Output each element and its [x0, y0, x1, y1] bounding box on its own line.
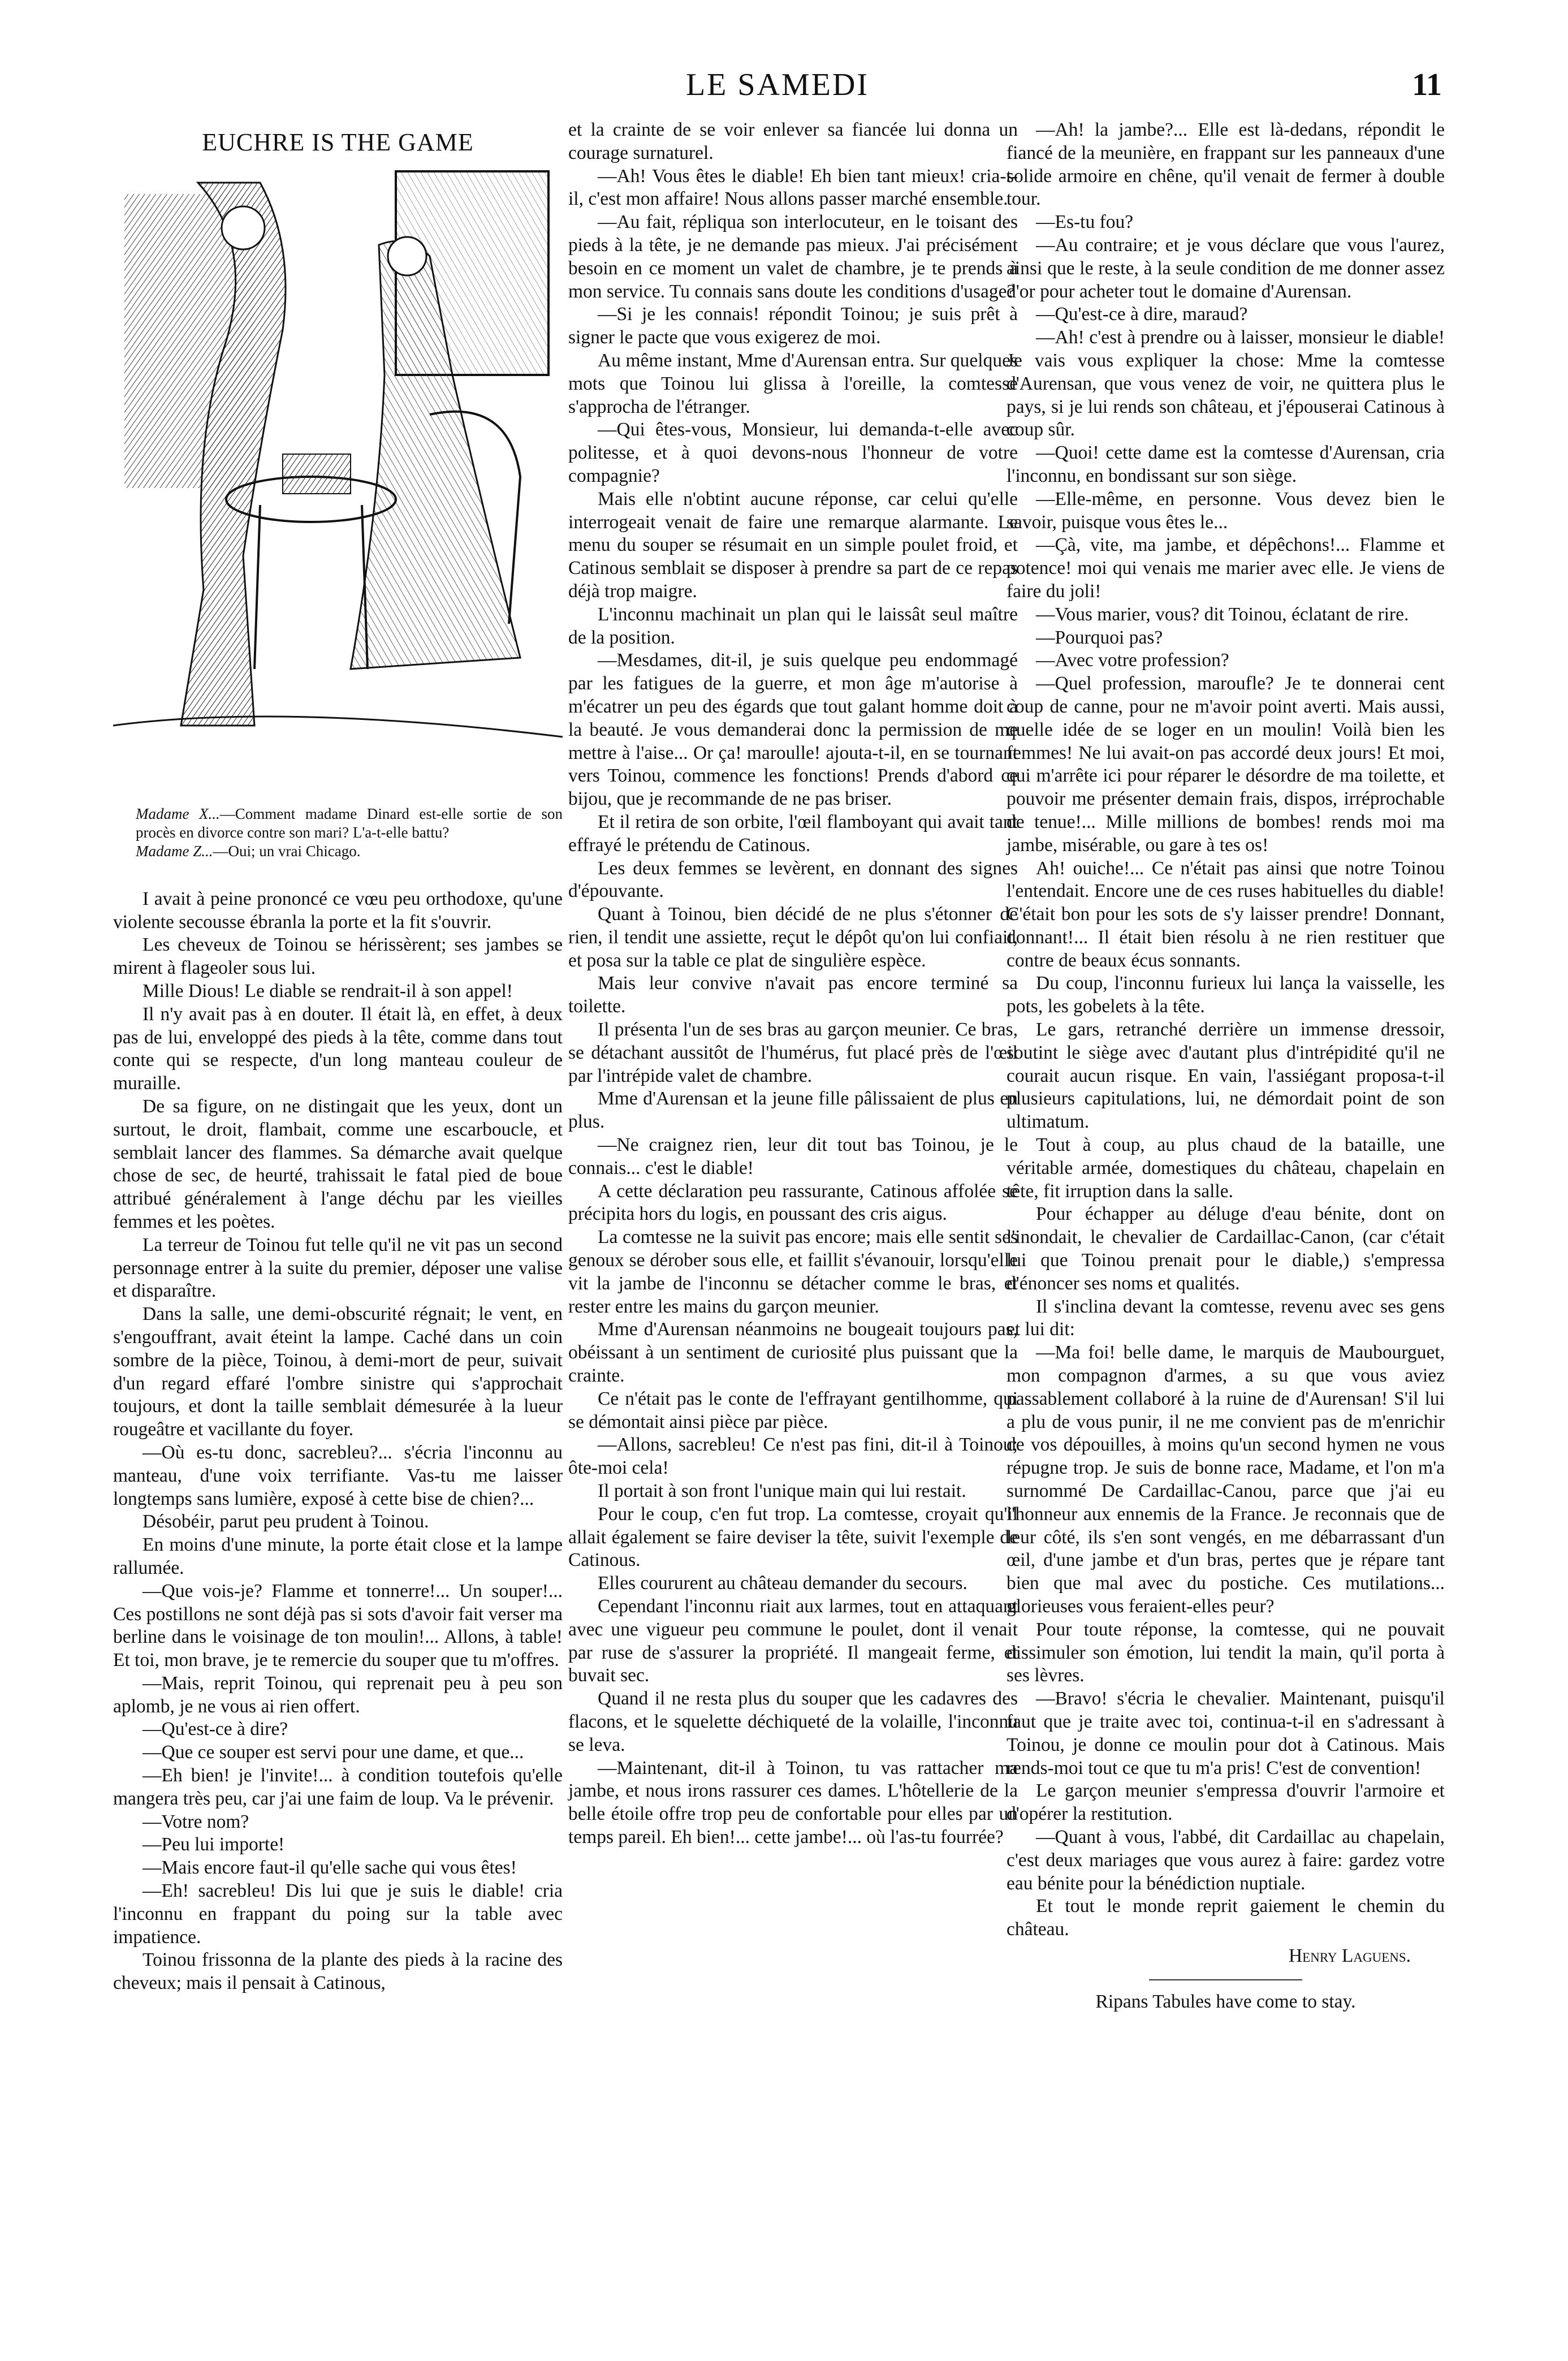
paragraph: Ce n'était pas le conte de l'effrayant gentilhomme, qui se démontait ainsi pièce par pièce.: [568, 1388, 1018, 1432]
paragraph: Il portait à son front l'unique main qui lui restait.: [598, 1481, 966, 1502]
paragraph: Pour échapper au déluge d'eau bénite, dont on l'inondait, le chevalier de Cardaillac-Canon, (car c'était lui que Toinou prenait pour le diable,) s'empressa d'énoncer ses noms et qualités.: [1007, 1203, 1445, 1294]
paragraph: De sa figure, on ne distingait que les yeux, dont un surtout, le droit, flambait, comme une escarboucle, et semblait lancer des flammes. Sa démarche avait quelque chose de sec, de heurté, trahissait le fatal pied de boue attribué généralement à l'ange déchu par les vieilles femmes et les poètes.: [113, 1095, 563, 1232]
paragraph: Pour le coup, c'en fut trop. La comtesse, croyait qu'il allait également se faire deviser la tête, suivit l'exemple de Catinous.: [568, 1503, 1018, 1571]
page-header: [113, 67, 1442, 112]
paragraph: Mille Dious! Le diable se rendrait-il à son appel!: [142, 980, 513, 1002]
paragraph: I avait à peine prononcé ce vœu peu orthodoxe, qu'une violente secousse ébranla la porte et la fit s'ouvrir.: [113, 888, 563, 933]
caption-line-1: —Comment madame Dinard est-elle sortie de son procès en divorce contre son mari? L'a-t-elle battu?: [136, 805, 563, 841]
paragraph: Quand il ne resta plus du souper que les cadavres des flacons, et le squelette déchiqueté de la volaille, l'inconnu se leva.: [568, 1688, 1018, 1755]
paragraph: Au même instant, Mme d'Aurensan entra. Sur quelques mots que Toinou lui glissa à l'oreille, la comtesse s'approcha de l'étranger.: [568, 349, 1018, 417]
paragraph: —Çà, vite, ma jambe, et dépêchons!... Flamme et potence! moi qui venais me marier avec elle. Je viens de faire du joli!: [1007, 534, 1445, 602]
paragraph: Elles coururent au château demander du secours.: [598, 1573, 967, 1594]
engraving-illustration: [113, 160, 563, 793]
paragraph: —Quel profession, maroufle? Je te donnerai cent coup de canne, pour ne m'avoir point averti. Mais aussi, quelle idée de se loger en un moulin! Voilà bien les femmes! Ne lui avait-on pas accordé deux jours! Et moi, qui m'arrête ici pour réparer le désordre de ma toilette, et pouvoir me présenter demain frais, dispos, irréprochable de tenue!... Mille millions de bombes! rends moi ma jambe, misérable, ou gare à tes os!: [1007, 673, 1445, 856]
column-1: [113, 119, 563, 1995]
paragraph: —Mesdames, dit-il, je suis quelque peu endommagé par les fatigues de la guerre, et mon âge m'autorise à m'écatrer un peu des égards que tout galant homme doit à la beauté. Je vous demanderai donc la permission de me mettre à l'aise... Or ça! maroulle! ajouta-t-il, en se tournant vers Toinou, commence les fonctions! Prends d'abord ce bijou, que je recommande de ne pas briser.: [568, 650, 1018, 810]
caption-speaker-z: Madame Z...: [136, 842, 213, 860]
paragraph: Toinou frissonna de la plante des pieds à la racine des cheveux; mais il pensait à Catinous,: [113, 1949, 563, 1994]
illustration-caption: [136, 805, 563, 861]
paragraph: —Que ce souper est servi pour une dame, et que...: [142, 1742, 524, 1763]
paragraph: —Maintenant, dit-il à Toinon, tu vas rattacher ma jambe, et nous irons rassurer ces dames. L'hôtellerie de la belle étoile offre trop peu de confortable pour elles par un temps pareil. Eh bien!... cette jambe!... où l'as-tu fourrée?: [568, 1757, 1018, 1848]
divider: [1149, 1979, 1302, 1980]
paragraph: —Que vois-je? Flamme et tonnerre!... Un souper!... Ces postillons ne sont déjà pas si sots d'avoir fait verser ma berline dans le voisinage de ton moulin!... Allons, à table! Et toi, mon brave, je te remercie du souper que tu m'offres.: [113, 1580, 563, 1671]
paragraph: En moins d'une minute, la porte était close et la lampe rallumée.: [113, 1534, 563, 1578]
paragraph: La terreur de Toinou fut telle qu'il ne vit pas un second personnage entrer à la suite du premier, déposer une valise et disparaître.: [113, 1234, 563, 1302]
paragraph: Dans la salle, une demi-obscurité régnait; le vent, en s'engouffrant, avait éteint la lampe. Caché dans un coin sombre de la pièce, Toinou, à demi-mort de peur, suivait d'un regard effaré l'ombre sinistre qui s'approchait toujours, et dont la taille semblait démesurée à la lueur rougeâtre et vacillante du foyer.: [113, 1303, 563, 1440]
paragraph: —Votre nom?: [142, 1811, 249, 1832]
column-2: [568, 119, 1018, 1849]
paragraph: —Peu lui importe!: [142, 1834, 285, 1855]
paragraph: Du coup, l'inconnu furieux lui lança la vaisselle, les pots, les gobelets à la tête.: [1007, 973, 1445, 1017]
paragraph: Mais elle n'obtint aucune réponse, car celui qu'elle interrogeait venait de faire une remarque alarmante. Le menu du souper se résumait en un simple poulet froid, et Catinous semblait se disposer à prendre sa part de ce repas déjà trop maigre.: [568, 488, 1018, 602]
paragraph: —Elle-même, en personne. Vous devez bien le savoir, puisque vous êtes le...: [1007, 488, 1445, 533]
paragraph: L'inconnu machinait un plan qui le laissât seul maître de la position.: [568, 603, 1018, 648]
paragraph: —Où es-tu donc, sacrebleu?... s'écria l'inconnu au manteau, d'une voix terrifiante. Vas-tu me laisser longtemps sans lumière, exposé à cette bise de chien?...: [113, 1441, 563, 1509]
paragraph: Le gars, retranché derrière un immense dressoir, soutint le siège avec d'autant plus d'intrépidité qu'il ne courait aucun risque. En vain, l'assiégant proposa-t-il plusieurs capitulations, lui, ne démordait point de son ultimatum.: [1007, 1019, 1445, 1133]
paragraph: —Quant à vous, l'abbé, dit Cardaillac au chapelain, c'est deux mariages que vous aurez à faire: gardez votre eau bénite pour la bénédiction nuptiale.: [1007, 1826, 1445, 1894]
paragraph: —Bravo! s'écria le chevalier. Maintenant, puisqu'il faut que je traite avec toi, continua-t-il en s'adressant à Toinou, je donne ce moulin pour dot à Catinous. Mais rends-moi tout ce que tu m'a pris! C'est de convention!: [1007, 1688, 1445, 1779]
paragraph: —Mais, reprit Toinou, qui reprenait peu à peu son aplomb, je ne vous ai rien offert.: [113, 1672, 563, 1717]
paragraph: —Ah! c'est à prendre ou à laisser, monsieur le diable! Je vais vous expliquer la chose: Mme la comtesse d'Aurensan, que vous venez de voir, ne quittera plus le pays, si je lui rends son château, et j'épouserai Catinous à coup sûr.: [1007, 327, 1445, 441]
column-3: [1007, 119, 1445, 2014]
paragraph: —Mais encore faut-il qu'elle sache qui vous êtes!: [142, 1857, 517, 1879]
paragraph: —Allons, sacrebleu! Ce n'est pas fini, dit-il à Toinou; ôte-moi cela!: [568, 1434, 1018, 1479]
paragraph: —Qui êtes-vous, Monsieur, lui demanda-t-elle avec politesse, et à quoi devons-nous l'honneur de votre compagnie?: [568, 419, 1018, 486]
paragraph: Mme d'Aurensan et la jeune fille pâlissaient de plus en plus.: [568, 1088, 1018, 1133]
paragraph: La comtesse ne la suivit pas encore; mais elle sentit ses genoux se dérober sous elle, et faillit s'évanouir, lorsqu'elle vit la jambe de l'inconnu se détacher comme le bras, et rester entre les mains du garçon meunier.: [568, 1227, 1018, 1317]
paragraph: —Au contraire; et je vous déclare que vous l'aurez, ainsi que le reste, à la seule condition de me donner assez d'or pour acheter tout le domaine d'Aurensan.: [1007, 234, 1445, 302]
paragraph: —Avec votre profession?: [1036, 650, 1229, 671]
paragraph: —Pourquoi pas?: [1036, 627, 1163, 648]
paragraph: Les deux femmes se levèrent, en donnant des signes d'épouvante.: [568, 857, 1018, 902]
paragraph: —Ah! la jambe?... Elle est là-dedans, répondit le fiancé de la meunière, en frappant sur les panneaux d'une solide armoire en chêne, qu'il venait de fermer à double tour.: [1007, 119, 1445, 210]
paragraph: A cette déclaration peu rassurante, Catinous affolée se précipita hors du logis, en poussant des cris aigus.: [568, 1180, 1018, 1225]
paragraph: —Ah! Vous êtes le diable! Eh bien tant mieux! cria-t-il, c'est mon affaire! Nous allons passer marché ensemble.: [568, 165, 1018, 210]
paragraph: —Eh! sacrebleu! Dis lui que je suis le diable! cria l'inconnu en frappant du poing sur la table avec impatience.: [113, 1880, 563, 1948]
paragraph: Et tout le monde reprit gaiement le chemin du château.: [1007, 1896, 1445, 1940]
author-signature: Henry Laguens.: [1288, 1945, 1411, 1966]
paragraph: Et il retira de son orbite, l'œil flamboyant qui avait tant effrayé le prétendu de Catinous.: [568, 811, 1018, 856]
paragraph: Le garçon meunier s'empressa d'ouvrir l'armoire et d'opérer la restitution.: [1007, 1780, 1445, 1825]
paragraph: —Quoi! cette dame est la comtesse d'Aurensan, cria l'inconnu, en bondissant sur son siège.: [1007, 442, 1445, 486]
paragraph: —Ne craignez rien, leur dit tout bas Toinou, je le connais... c'est le diable!: [568, 1134, 1018, 1179]
paragraph: —Qu'est-ce à dire?: [142, 1719, 288, 1740]
caption-line-2: —Oui; un vrai Chicago.: [213, 842, 361, 860]
paragraph: Cependant l'inconnu riait aux larmes, tout en attaquant avec une vigueur peu commune le poulet, dont il venait par ruse de s'assurer la propriété. Il mangeait ferme, et buvait sec.: [568, 1596, 1018, 1686]
paragraph: —Au fait, répliqua son interlocuteur, en le toisant des pieds à la tête, je ne demande pas mieux. J'ai précisément besoin en ce moment un valet de chambre, je te prends à mon service. Tu connais sans doute les conditions d'usage?: [568, 212, 1018, 302]
footer-note: Ripans Tabules have come to stay.: [1095, 1991, 1356, 2012]
paragraph: Quant à Toinou, bien décidé de ne plus s'étonner de rien, il tendit une assiette, reçut le dépôt qu'on lui confiait, et posa sur la table ce plat de singulière espèce.: [568, 904, 1018, 971]
paragraph: Il s'inclina devant la comtesse, revenu avec ses gens et lui dit:: [1007, 1296, 1445, 1340]
paragraph: et la crainte de se voir enlever sa fiancée lui donna un courage surnaturel.: [568, 119, 1018, 163]
paragraph: —Ma foi! belle dame, le marquis de Maubourguet, mon compagnon d'armes, a su que vous aviez passablement collaboré à la ruine de d'Aurensan! S'il lui a plu de vous punir, il ne me convient pas de m'enrichir de vos dépouilles, à moins qu'un second hymen ne vous répugne trop. Je suis de bonne race, Madame, et l'on m'a surnommé De Cardaillac-Canou, parce que j'ai eu l'honneur aux ennemis de la France. Je reconnais que de leur côté, ils s'en sont vengés, en me débarrassant d'un œil, d'une jambe et d'un bras, pertes que je répare tant bien que mal avec du postiche. Ces mutilations... glorieuses vous feraient-elles peur?: [1007, 1342, 1445, 1617]
paragraph: Désobéir, parut peu prudent à Toinou.: [142, 1511, 429, 1533]
paragraph: —Es-tu fou?: [1036, 212, 1134, 233]
paragraph: Les cheveux de Toinou se hérissèrent; ses jambes se mirent à flageoler sous lui.: [113, 934, 563, 979]
paragraph: —Si je les connais! répondit Toinou; je suis prêt à signer le pacte que vous exigerez de moi.: [568, 304, 1018, 348]
caption-speaker-x: Madame X...: [136, 805, 220, 822]
paragraph: —Qu'est-ce à dire, maraud?: [1036, 304, 1248, 325]
paragraph: —Vous marier, vous? dit Toinou, éclatant de rire.: [1036, 603, 1409, 625]
paragraph: Il présenta l'un de ses bras au garçon meunier. Ce bras, se détachant aussitôt de l'humérus, fut placé près de l'œil par l'intrépide valet de chambre.: [568, 1019, 1018, 1086]
paragraph: —Eh bien! je l'invite!... à condition toutefois qu'elle mangera très peu, car j'ai une faim de loup. Va le prévenir.: [113, 1765, 563, 1809]
paragraph: Pour toute réponse, la comtesse, qui ne pouvait dissimuler son émotion, lui tendit la main, qu'il porta à ses lèvres.: [1007, 1618, 1445, 1686]
page-number: 11: [1412, 67, 1442, 102]
paragraph: Mme d'Aurensan néanmoins ne bougeait toujours pas, obéissant à un sentiment de curiosité plus puissant que la crainte.: [568, 1319, 1018, 1387]
newspaper-title: LE SAMEDI: [685, 67, 870, 102]
paragraph: Ah! ouiche!... Ce n'était pas ainsi que notre Toinou l'entendait. Encore une de ces ruses habituelles du diable! C'était bon pour les sots de s'y laisser prendre! Donnant, donnant!... Il était bien résolu à ne rien restituer que contre de beaux écus sonnants.: [1007, 857, 1445, 971]
paragraph: Mais leur convive n'avait pas encore terminé sa toilette.: [568, 973, 1018, 1017]
illustration-title: EUCHRE IS THE GAME: [202, 128, 474, 156]
paragraph: Tout à coup, au plus chaud de la bataille, une véritable armée, domestiques du château, chapelain en tête, fit irruption dans la salle.: [1007, 1134, 1445, 1202]
paragraph: Il n'y avait pas à en douter. Il était là, en effet, à deux pas de lui, enveloppé des pieds à la tête, comme dans tout conte qui se respecte, d'un long manteau couleur de muraille.: [113, 1003, 563, 1094]
